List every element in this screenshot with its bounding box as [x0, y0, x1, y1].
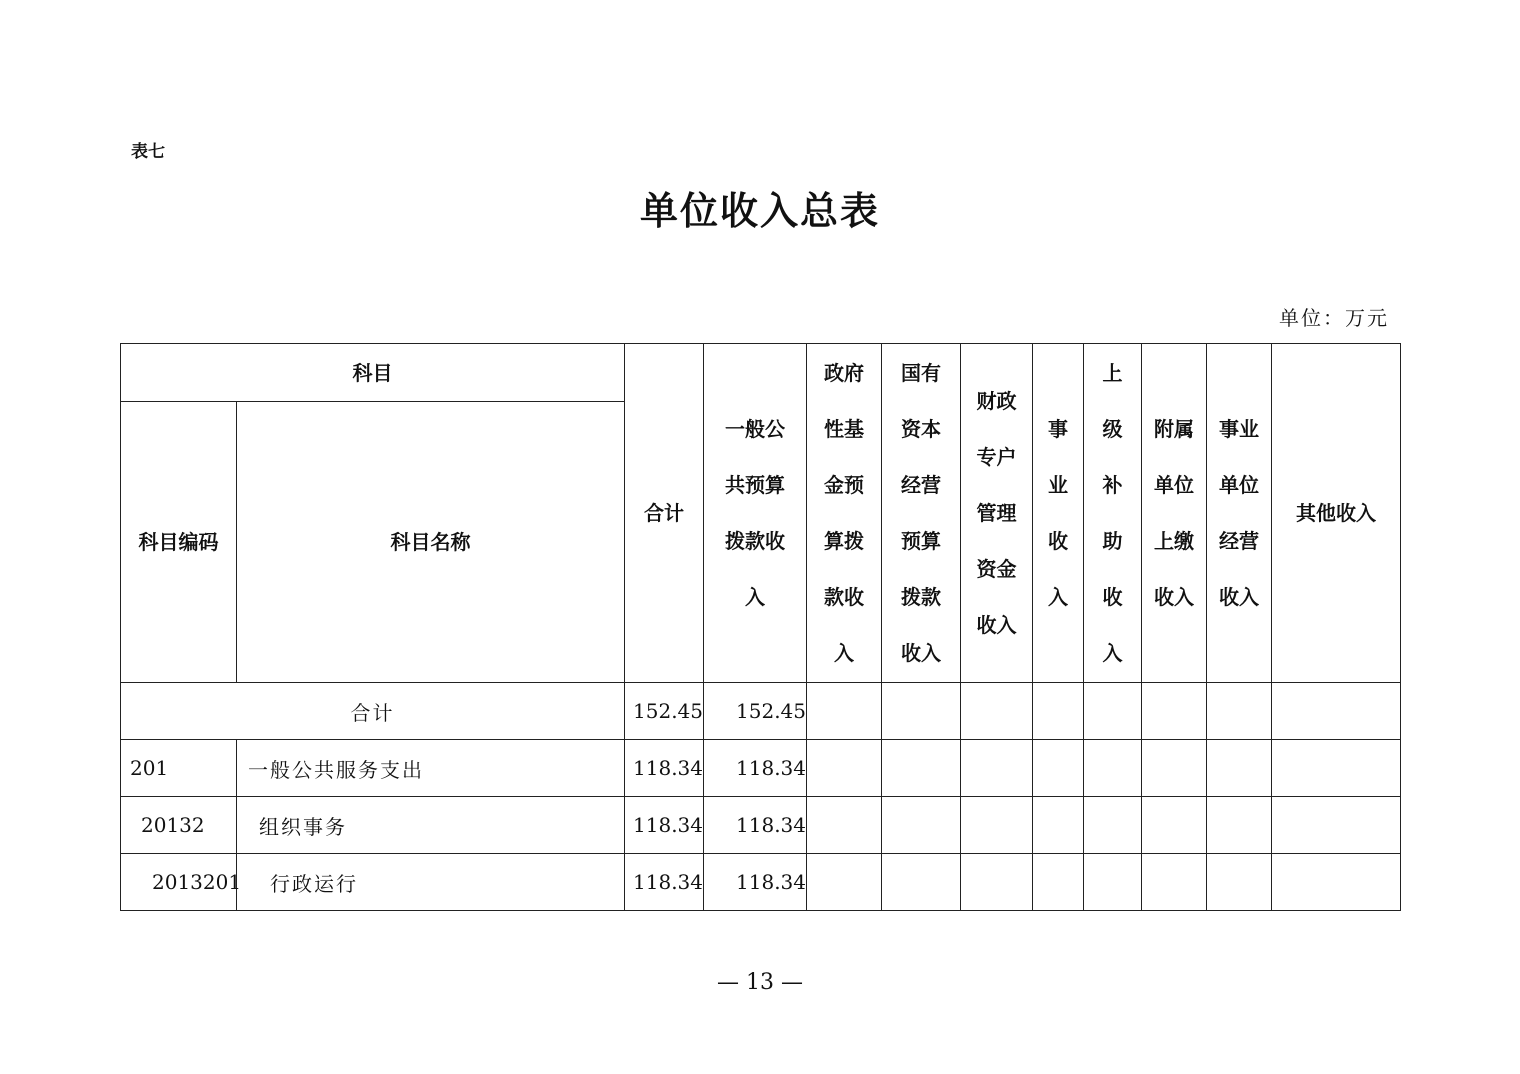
table-cell: [882, 797, 961, 854]
table-cell: [1084, 683, 1142, 740]
table-cell: [961, 683, 1033, 740]
header-total: 合计: [625, 344, 704, 683]
table-cell: [1207, 854, 1272, 911]
header-state-capital: 国有 资本 经营 预算 拨款 收入: [882, 344, 961, 683]
header-fiscal-special: 财政 专户 管理 资金 收入: [961, 344, 1033, 683]
header-row-1: [121, 344, 1401, 402]
row-total: 118.34: [625, 797, 704, 854]
table-cell: [807, 797, 882, 854]
table-cell: [1207, 740, 1272, 797]
table-cell: [961, 854, 1033, 911]
row-total: 118.34: [625, 854, 704, 911]
table-cell: [807, 740, 882, 797]
table-cell: [961, 797, 1033, 854]
table-cell: [1033, 740, 1084, 797]
header-business-operation: 事业 单位 经营 收入: [1207, 344, 1272, 683]
header-code: 科目编码: [121, 402, 237, 683]
header-other: 其他收入: [1272, 344, 1401, 683]
row-code: 20132: [121, 797, 237, 854]
table-cell: [1084, 854, 1142, 911]
table-cell: [1272, 683, 1401, 740]
row-name: 一般公共服务支出: [237, 740, 625, 797]
table-row: [121, 797, 1401, 854]
table-cell: [1272, 854, 1401, 911]
table-cell: [1033, 683, 1084, 740]
table-number: 表七: [131, 142, 165, 162]
table-cell: [1142, 683, 1207, 740]
table-cell: [807, 854, 882, 911]
header-superior-subsidy: 上 级 补 助 收 入: [1084, 344, 1142, 683]
header-name: 科目名称: [237, 402, 625, 683]
row-code: 201: [121, 740, 237, 797]
table-cell: [1207, 797, 1272, 854]
header-business: 事 业 收 入: [1033, 344, 1084, 683]
table-cell: [1142, 740, 1207, 797]
table-cell: [1033, 797, 1084, 854]
total-row: [121, 683, 1401, 740]
total-row-general-budget: 152.45: [704, 683, 807, 740]
table-row: [121, 740, 1401, 797]
table-cell: [1084, 797, 1142, 854]
table-cell: [882, 740, 961, 797]
row-name: 行政运行: [237, 854, 625, 911]
table-cell: [1272, 740, 1401, 797]
table-cell: [882, 683, 961, 740]
table-cell: [1084, 740, 1142, 797]
header-affiliated: 附属 单位 上缴 收入: [1142, 344, 1207, 683]
table-cell: [961, 740, 1033, 797]
page-number: — 13 —: [717, 970, 803, 995]
total-row-label: 合计: [121, 683, 625, 740]
unit-label: 单位：万元: [1279, 306, 1389, 330]
row-total: 118.34: [625, 740, 704, 797]
row-general-budget: 118.34: [704, 797, 807, 854]
header-general-budget: 一般公 共预算 拨款收 入: [704, 344, 807, 683]
header-subject: 科目: [121, 344, 625, 402]
table-row: [121, 854, 1401, 911]
row-general-budget: 118.34: [704, 854, 807, 911]
table-cell: [1142, 797, 1207, 854]
page-title: 单位收入总表: [639, 188, 880, 233]
header-gov-fund: 政府 性基 金预 算拨 款收 入: [807, 344, 882, 683]
income-table: [120, 343, 1401, 911]
table-cell: [807, 683, 882, 740]
table-cell: [1033, 854, 1084, 911]
row-general-budget: 118.34: [704, 740, 807, 797]
table-cell: [1272, 797, 1401, 854]
row-code: 2013201: [121, 854, 237, 911]
row-name: 组织事务: [237, 797, 625, 854]
table-cell: [1142, 854, 1207, 911]
table-cell: [1207, 683, 1272, 740]
total-row-total: 152.45: [625, 683, 704, 740]
table-cell: [882, 854, 961, 911]
